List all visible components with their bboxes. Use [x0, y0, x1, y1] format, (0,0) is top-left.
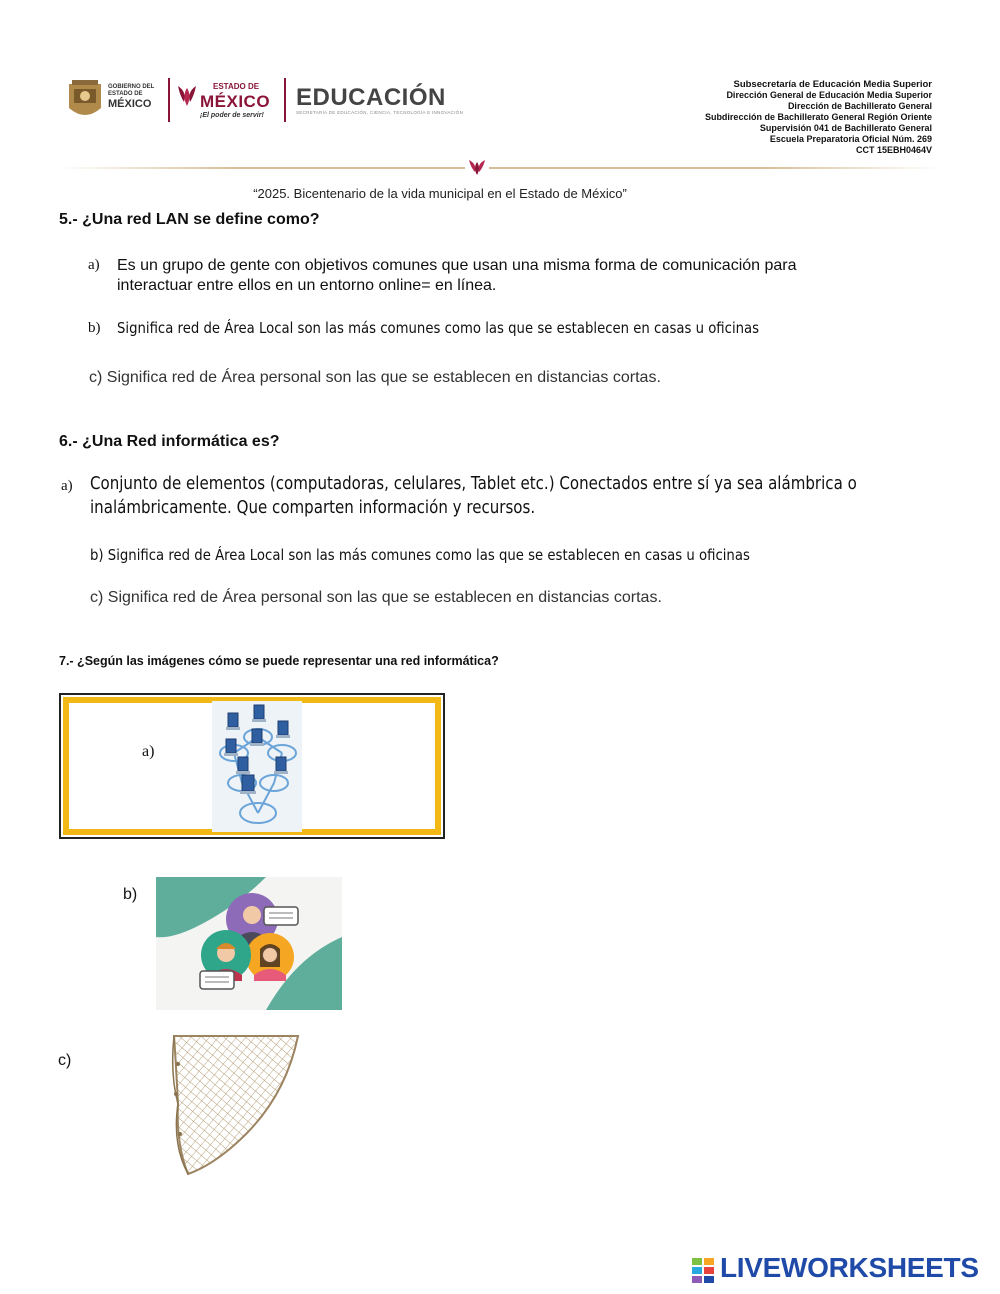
q7-option-c-label: c) [58, 1052, 72, 1069]
fishing-net-icon [166, 1034, 300, 1179]
estado-name: MÉXICO [200, 92, 271, 111]
gobierno-text: GOBIERNO DEL ESTADO DE MÉXICO [108, 84, 155, 110]
slogan: “2025. Bicentenario de la vida municipal en el Estado de México” [253, 186, 627, 201]
estado-tagline: ¡El poder de servir! [200, 112, 264, 119]
q5-option-a[interactable]: Es un grupo de gente con objetivos comunes que usan una misma forma de comunicación para interactuar entre ellos en un entorno online= en línea. [117, 257, 797, 294]
laptop-network-icon [212, 701, 302, 832]
header-divider [284, 78, 286, 122]
header-rule [60, 167, 940, 169]
q5-option-c[interactable]: c) Significa red de Área personal son las que se establecen en distancias cortas. [89, 369, 661, 386]
q6-option-a[interactable]: Conjunto de elementos (computadoras, celulares, Tablet etc.) Conectados entre sí ya sea alámbrica o inalámbricamente. Que comparten información y recursos. [90, 474, 857, 518]
q7-option-a-label: a) [142, 743, 155, 760]
institution-block: Subsecretaría de Educación Media Superior Dirección General de Educación Media Superior Dirección de Bachillerato General Subdirección de Bachillerato General Región Oriente Supervisión 041 de Bachillerato General Escuela Preparatoria Oficial Núm. 269 CCT 15EBH0464V [704, 79, 932, 155]
educacion-subtitle: SECRETARÍA DE EDUCACIÓN, CIENCIA, TECNOLOGÍA E INNOVACIÓN [296, 110, 464, 115]
gobierno-shield-icon [66, 78, 104, 122]
estado-flower-icon [174, 82, 200, 119]
gobierno-logo [66, 78, 104, 127]
q6-option-c[interactable]: c) Significa red de Área personal son las que se establecen en distancias cortas. [90, 589, 662, 606]
q5-option-b[interactable]: Significa red de Área Local son las más comunes como las que se establecen en casas u oficinas [117, 319, 760, 337]
educacion-title: EDUCACIÓN [296, 84, 446, 111]
people-communication-image[interactable] [156, 877, 342, 1010]
q6-option-a-letter: a) [61, 478, 73, 494]
header-flower-icon [465, 156, 489, 178]
people-chat-icon [156, 877, 342, 1010]
q5-option-b-letter: b) [88, 320, 101, 336]
q7-title: 7.- ¿Según las imágenes cómo se puede representar una red informática? [59, 654, 499, 668]
network-laptops-image[interactable] [212, 701, 302, 832]
liveworksheets-logo-icon [690, 1256, 718, 1286]
liveworksheets-wordmark: LIVEWORKSHEETS [720, 1252, 979, 1283]
q5-option-a-letter: a) [88, 257, 100, 273]
fishing-net-image[interactable] [166, 1034, 300, 1179]
liveworksheets-brand[interactable] [690, 1252, 990, 1286]
q6-option-b[interactable]: b) Significa red de Área Local son las más comunes como las que se establecen en casas u oficinas [90, 546, 750, 564]
header-divider [168, 78, 170, 122]
q6-title: 6.- ¿Una Red informática es? [59, 433, 280, 450]
q7-option-b-label: b) [123, 886, 138, 903]
estado-top-text: ESTADO DE [213, 82, 260, 91]
q5-title: 5.- ¿Una red LAN se define como? [59, 211, 320, 228]
